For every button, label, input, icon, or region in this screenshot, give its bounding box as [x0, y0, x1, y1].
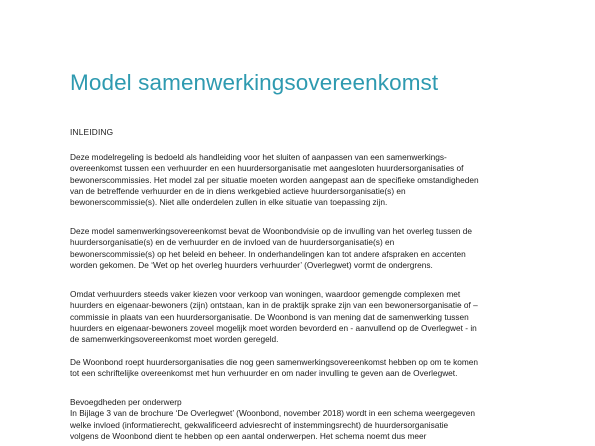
- text-line: huurders en eigenaar-bewoners (zijn) ontstaan, kan in de praktijk sprake zijn van een bewonersorganisatie of –: [70, 300, 478, 311]
- section-heading: INLEIDING: [70, 127, 114, 137]
- paragraph-vision: [70, 226, 540, 271]
- document-title: Model samenwerkingsovereenkomst: [70, 70, 439, 95]
- paragraph-intro: [70, 152, 540, 209]
- text-line: De Woonbond roept huurdersorganisaties die nog geen samenwerkingsovereenkomst hebben op om te komen: [70, 357, 479, 367]
- text-line: Deze modelregeling is bedoeld als handleiding voor het sluiten of aanpassen van een samenwerkings-: [70, 152, 447, 162]
- text-line: worden gekomen. De ‘Wet op het overleg huurders verhuurder’ (Overlegwet) vormt de ondergrens.: [70, 260, 433, 271]
- text-line: tot een schriftelijke overeenkomst met hun verhuurder en om nader invulling te geven aan de Overlegwet.: [70, 368, 458, 379]
- text-line: volgens de Woonbond dient te hebben op een aantal onderwerpen. Het schema noemt dus meer: [70, 431, 427, 442]
- paragraph-powers-per-topic: [70, 397, 540, 442]
- text-line: huurdersorganisatie(s) en de verhuurder en de invloed van de huurdersorganisatie(s) en: [70, 237, 395, 248]
- paragraph-mixed-complexes: [70, 289, 540, 346]
- subheading: Bevoegdheden per onderwerp: [70, 397, 182, 407]
- paragraph-call-to-action: [70, 357, 540, 380]
- text-line: Deze model samenwerkingsovereenkomst bevat de Woonbondvisie op de invulling van het overleg tussen de: [70, 226, 473, 236]
- text-line: overeenkomst tussen een verhuurder en een huurdersorganisatie met aangesloten huurdersorganisaties of: [70, 163, 464, 174]
- text-line: Omdat verhuurders steeds vaker kiezen voor verkoop van woningen, waardoor gemengde complexen met: [70, 289, 461, 299]
- text-line: bewonerscommissie(s) op het beleid en beheer. In onderhandelingen kan tot andere afspraken en accenten: [70, 248, 466, 259]
- text-line: van de betreffende verhuurder en de in diens werkgebied actieve huurdersorganisatie(s) en: [70, 186, 406, 197]
- text-line: bewonerscommissie(s). Niet alle onderdelen zullen in elke situatie van toepassing zijn.: [70, 197, 388, 208]
- text-line: huurders en eigenaar-bewoners zoveel mogelijk moet worden bevorderd en - aanvullend op de Overlegwet - in: [70, 323, 477, 334]
- text-line: welke invloed (informatierecht, gekwalificeerd adviesrecht of instemmingsrecht) de huurdersorganisatie: [70, 419, 449, 430]
- text-line: bewonerscommissies. Het model zal per situatie moeten worden aangepast aan de specifieke omstandigheden: [70, 174, 479, 185]
- text-line: In Bijlage 3 van de brochure ‘De Overlegwet’ (Woonbond, november 2018) wordt in een schema weergegeven: [70, 408, 475, 419]
- text-line: commissie in plaats van een huurdersorganisatie. De Woonbond is van mening dat de samenwerking tussen: [70, 311, 469, 322]
- text-line: de samenwerkingsovereenkomst moet worden geregeld.: [70, 334, 279, 345]
